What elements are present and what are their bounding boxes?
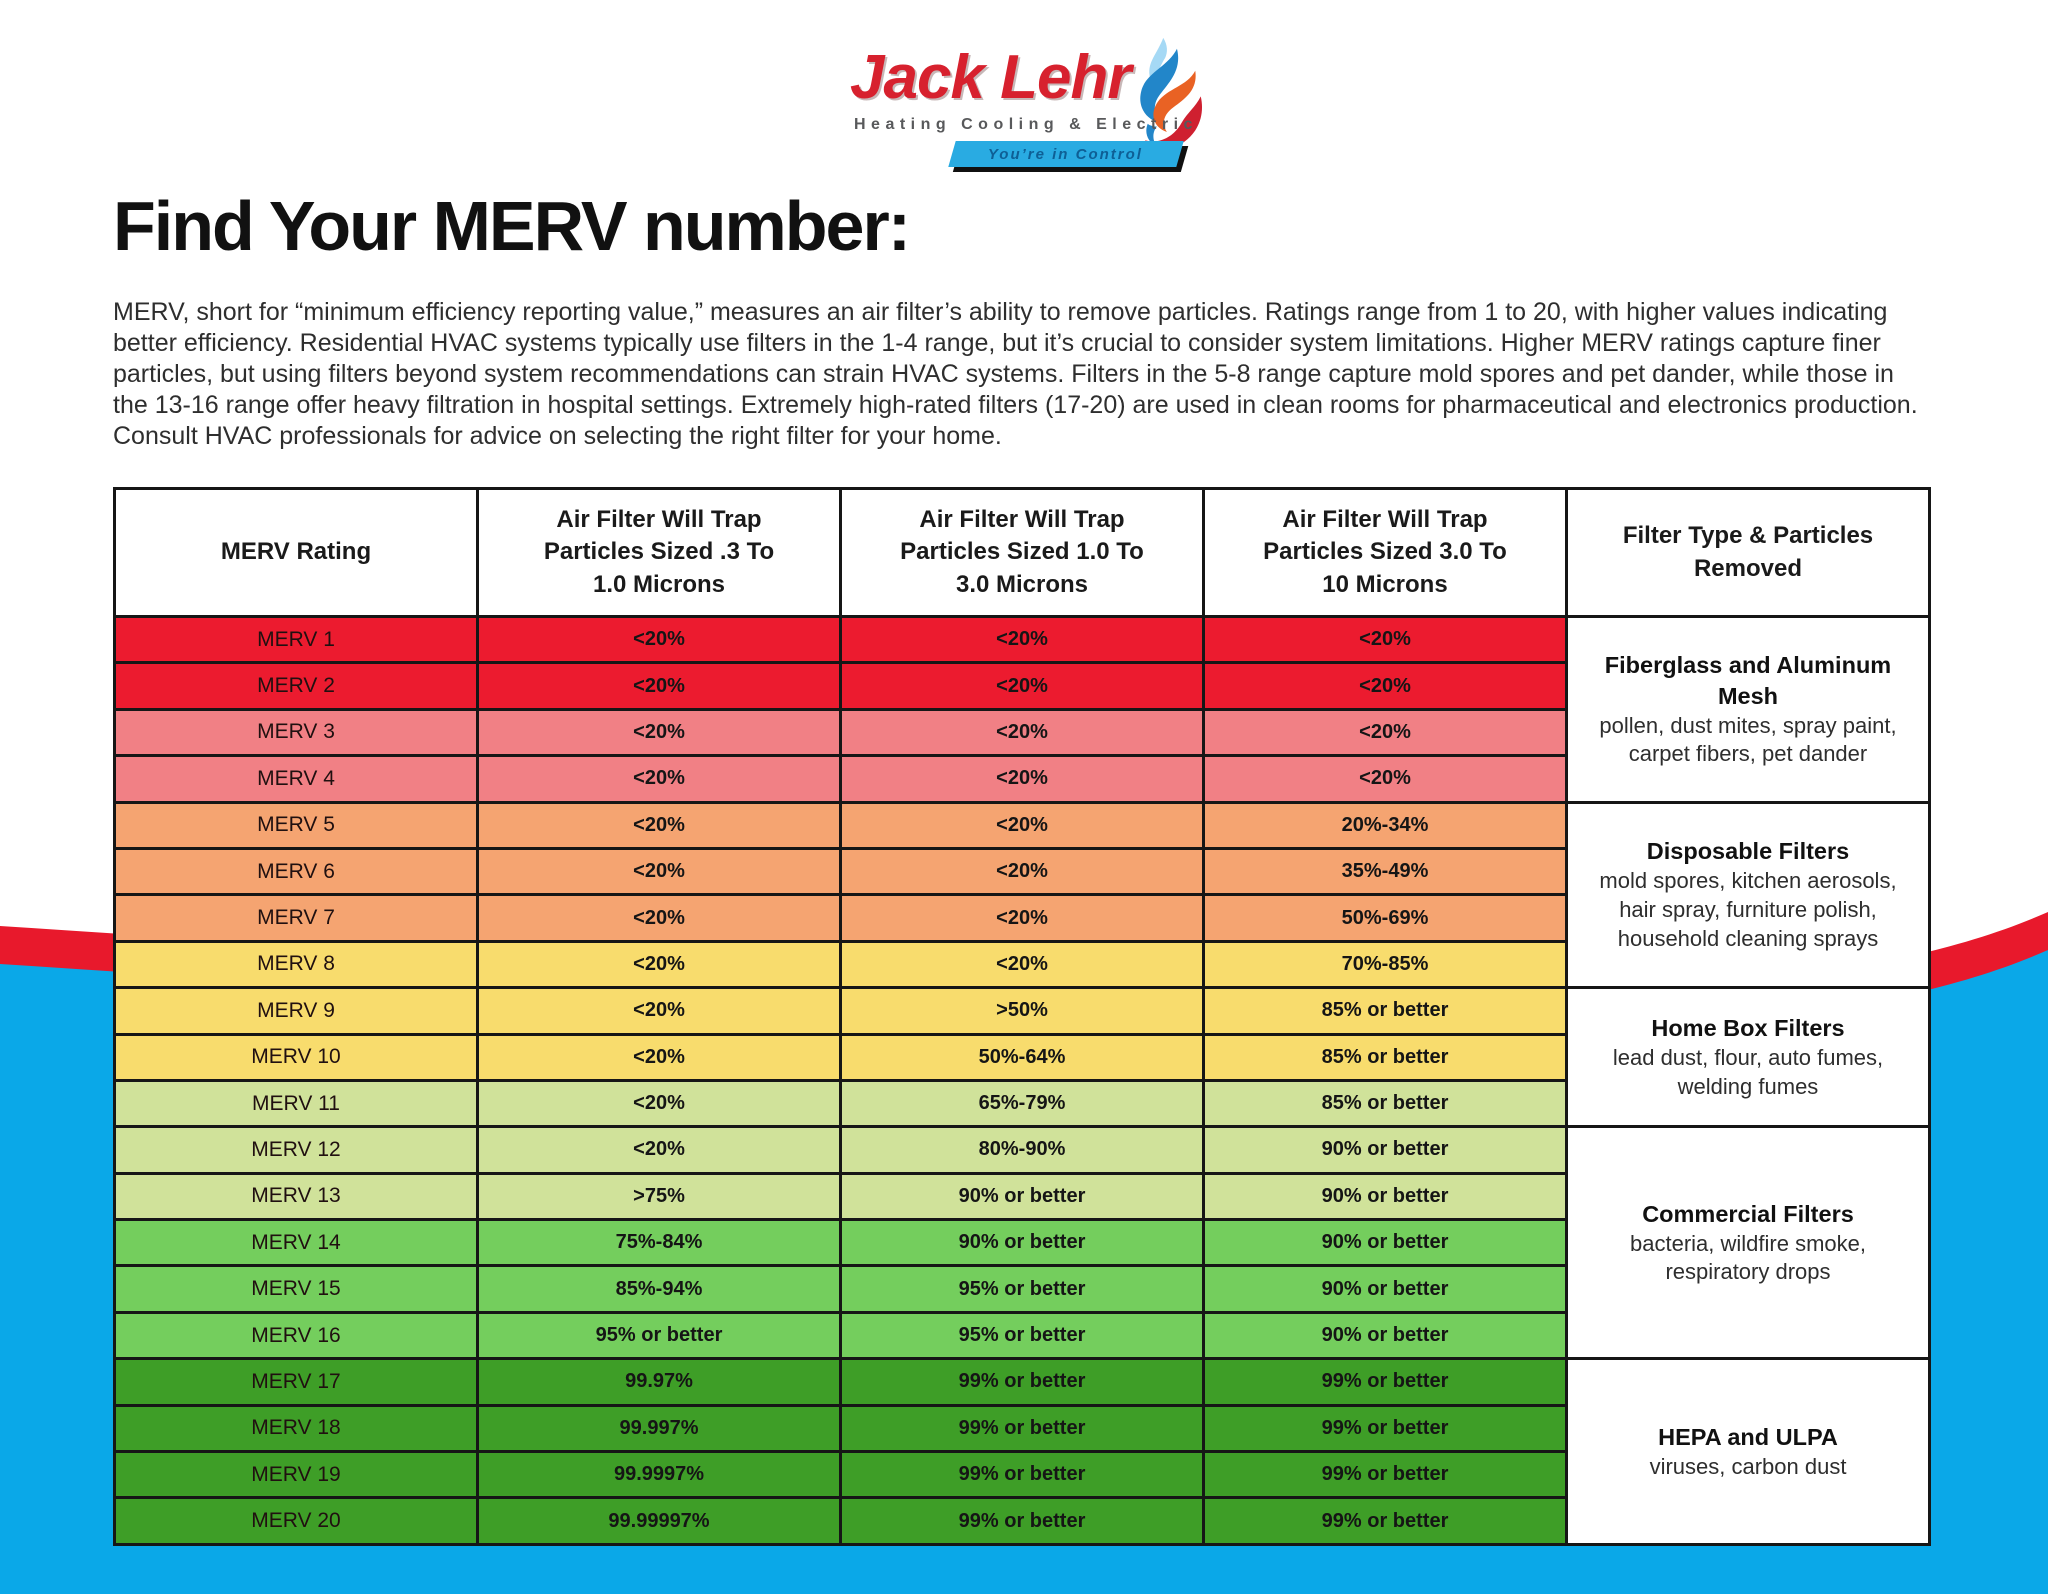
value-cell: <20% xyxy=(841,802,1204,848)
value-cell: <20% xyxy=(478,895,841,941)
value-cell: 90% or better xyxy=(1204,1220,1567,1266)
value-cell: 95% or better xyxy=(478,1312,841,1358)
value-cell: 99.97% xyxy=(478,1359,841,1405)
value-cell: 99% or better xyxy=(841,1359,1204,1405)
brand-banner xyxy=(948,141,1183,167)
value-cell: 65%-79% xyxy=(841,1080,1204,1126)
value-cell: 99% or better xyxy=(841,1498,1204,1544)
brand-tagline: Heating Cooling & Electric xyxy=(854,116,1198,133)
value-cell: <20% xyxy=(478,709,841,755)
value-cell: 95% or better xyxy=(841,1266,1204,1312)
value-cell: 99% or better xyxy=(1204,1498,1567,1544)
value-cell: 75%-84% xyxy=(478,1220,841,1266)
filter-group-cell xyxy=(1567,617,1930,803)
merv-rating-cell: MERV 17 xyxy=(115,1359,478,1405)
filter-group-cell xyxy=(1567,1359,1930,1545)
filter-group-cell xyxy=(1567,802,1930,988)
header-microns-30-100: Air Filter Will Trap Particles Sized 3.0 To 10 Microns xyxy=(1204,489,1567,617)
table-row xyxy=(115,617,1930,663)
merv-rating-cell: MERV 20 xyxy=(115,1498,478,1544)
merv-rating-cell: MERV 8 xyxy=(115,941,478,987)
table-row xyxy=(115,1127,1930,1173)
value-cell: <20% xyxy=(478,941,841,987)
value-cell: <20% xyxy=(1204,756,1567,802)
merv-rating-cell: MERV 14 xyxy=(115,1220,478,1266)
header-microns-10-30: Air Filter Will Trap Particles Sized 1.0 To 3.0 Microns xyxy=(841,489,1204,617)
value-cell: <20% xyxy=(478,1080,841,1126)
filter-group-title: Fiberglass and Aluminum Mesh xyxy=(1604,651,1892,709)
filter-group-title: Disposable Filters xyxy=(1646,838,1850,865)
value-cell: 99% or better xyxy=(1204,1405,1567,1451)
value-cell: 50%-64% xyxy=(841,1034,1204,1080)
brand-name: Jack Lehr xyxy=(850,43,1131,112)
filter-group-desc: mold spores, kitchen aerosols, hair spray, furniture polish, household cleaning sprays xyxy=(1599,868,1897,951)
value-cell: 85% or better xyxy=(1204,988,1567,1034)
filter-group-title: Home Box Filters xyxy=(1651,1015,1845,1042)
merv-rating-cell: MERV 1 xyxy=(115,617,478,663)
brand-banner-text: You’re in Control xyxy=(988,145,1144,163)
filter-group-cell xyxy=(1567,1127,1930,1359)
merv-rating-cell: MERV 16 xyxy=(115,1312,478,1358)
value-cell: <20% xyxy=(478,988,841,1034)
merv-table-wrap xyxy=(113,487,1931,1546)
merv-rating-cell: MERV 19 xyxy=(115,1452,478,1498)
merv-rating-cell: MERV 9 xyxy=(115,988,478,1034)
page-title: Find Your MERV number: xyxy=(113,187,910,265)
table-row xyxy=(115,988,1930,1034)
filter-group-desc: bacteria, wildfire smoke, respiratory drops xyxy=(1630,1230,1866,1285)
table-header xyxy=(115,489,1930,617)
value-cell: 85% or better xyxy=(1204,1080,1567,1126)
value-cell: <20% xyxy=(841,663,1204,709)
value-cell: <20% xyxy=(841,848,1204,894)
merv-rating-cell: MERV 3 xyxy=(115,709,478,755)
value-cell: 95% or better xyxy=(841,1312,1204,1358)
value-cell: <20% xyxy=(478,617,841,663)
value-cell: <20% xyxy=(478,1034,841,1080)
header-microns-03-10: Air Filter Will Trap Particles Sized .3 To 1.0 Microns xyxy=(478,489,841,617)
merv-rating-cell: MERV 4 xyxy=(115,756,478,802)
value-cell: 99.997% xyxy=(478,1405,841,1451)
merv-rating-cell: MERV 10 xyxy=(115,1034,478,1080)
value-cell: 90% or better xyxy=(841,1173,1204,1219)
value-cell: 90% or better xyxy=(1204,1312,1567,1358)
value-cell: <20% xyxy=(478,756,841,802)
filter-group-title: Commercial Filters xyxy=(1642,1200,1854,1227)
value-cell: 85% or better xyxy=(1204,1034,1567,1080)
header-merv-rating: MERV Rating xyxy=(115,489,478,617)
value-cell: >75% xyxy=(478,1173,841,1219)
value-cell: 90% or better xyxy=(1204,1266,1567,1312)
merv-rating-cell: MERV 2 xyxy=(115,663,478,709)
merv-rating-cell: MERV 7 xyxy=(115,895,478,941)
table-row xyxy=(115,802,1930,848)
value-cell: 90% or better xyxy=(1204,1173,1567,1219)
jack-lehr-logo xyxy=(824,40,1224,180)
filter-group-desc: lead dust, flour, auto fumes, welding fumes xyxy=(1612,1045,1884,1099)
value-cell: 70%-85% xyxy=(1204,941,1567,987)
value-cell: <20% xyxy=(1204,709,1567,755)
value-cell: >50% xyxy=(841,988,1204,1034)
value-cell: <20% xyxy=(478,1127,841,1173)
merv-rating-cell: MERV 15 xyxy=(115,1266,478,1312)
merv-rating-cell: MERV 12 xyxy=(115,1127,478,1173)
merv-rating-cell: MERV 6 xyxy=(115,848,478,894)
value-cell: <20% xyxy=(1204,617,1567,663)
filter-group-title: HEPA and ULPA xyxy=(1658,1423,1838,1450)
value-cell: 90% or better xyxy=(841,1220,1204,1266)
value-cell: 99.99997% xyxy=(478,1498,841,1544)
value-cell: <20% xyxy=(478,802,841,848)
table-row xyxy=(115,1359,1930,1405)
value-cell: 50%-69% xyxy=(1204,895,1567,941)
value-cell: 80%-90% xyxy=(841,1127,1204,1173)
merv-rating-cell: MERV 5 xyxy=(115,802,478,848)
value-cell: 35%-49% xyxy=(1204,848,1567,894)
merv-table xyxy=(113,487,1931,1546)
value-cell: 99% or better xyxy=(1204,1359,1567,1405)
value-cell: 85%-94% xyxy=(478,1266,841,1312)
value-cell: 99% or better xyxy=(1204,1452,1567,1498)
value-cell: <20% xyxy=(841,709,1204,755)
value-cell: <20% xyxy=(841,756,1204,802)
value-cell: 90% or better xyxy=(1204,1127,1567,1173)
value-cell: <20% xyxy=(841,617,1204,663)
filter-group-cell xyxy=(1567,988,1930,1127)
value-cell: <20% xyxy=(841,941,1204,987)
merv-rating-cell: MERV 11 xyxy=(115,1080,478,1126)
value-cell: <20% xyxy=(841,895,1204,941)
value-cell: 20%-34% xyxy=(1204,802,1567,848)
value-cell: 99.9997% xyxy=(478,1452,841,1498)
value-cell: <20% xyxy=(478,848,841,894)
value-cell: 99% or better xyxy=(841,1405,1204,1451)
intro-paragraph: MERV, short for “minimum efficiency reporting value,” measures an air filter’s ability to remove particles. Ratings range from 1 to 20, with higher values indicating better efficiency. Residential HVAC systems typically use filters in the 1-4 range, but it’s crucial to consider system limitations. Higher MERV ratings capture finer particles, but using filters beyond system recommendations can strain HVAC systems. Filters in the 5-8 range capture mold spores and pet dander, while those in the 13-16 range offer heavy filtration in hospital settings. Extremely high-rated filters (17-20) are used in clean rooms for pharmaceutical and electronics production. Consult HVAC professionals for advice on selecting the right filter for your home. xyxy=(113,298,1918,450)
filter-group-desc: pollen, dust mites, spray paint, carpet fibers, pet dander xyxy=(1599,712,1897,767)
filter-group-desc: viruses, carbon dust xyxy=(1649,1453,1847,1479)
header-filter-type: Filter Type & Particles Removed xyxy=(1567,489,1930,617)
merv-rating-cell: MERV 13 xyxy=(115,1173,478,1219)
value-cell: <20% xyxy=(478,663,841,709)
value-cell: <20% xyxy=(1204,663,1567,709)
merv-rating-cell: MERV 18 xyxy=(115,1405,478,1451)
value-cell: 99% or better xyxy=(841,1452,1204,1498)
